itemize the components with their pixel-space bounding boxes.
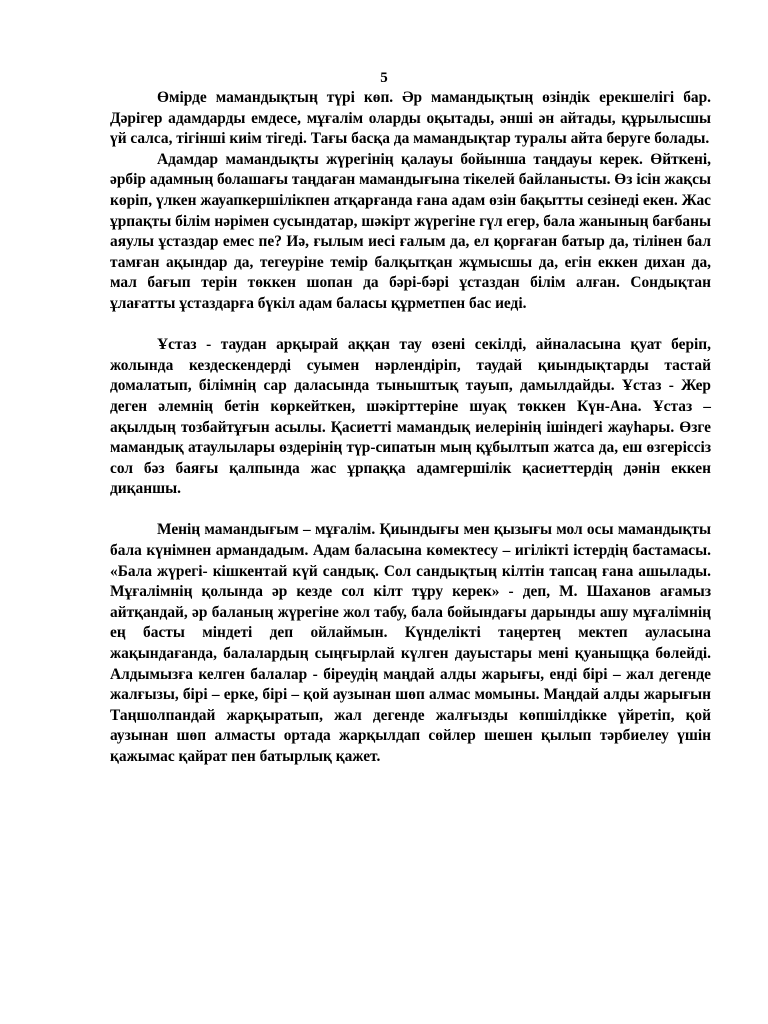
paragraph-teacher: Ұстаз - таудан арқырай аққан тау өзені секілді, айналасына қуат беріп, жолында кездескендерді суымен нәрлендіріп, таудай қиындықтарды тастай домалатып, білімнің сар даласында тыныштық тауып, дамылдайды. Ұстаз - Жер деген әлемнің бетін көркейткен, шәкірттеріне шуақ төккен Күн-Ана. Ұстаз – ақылдың тозбайтұғын асылы. Қасиетті мамандық иелерінің ішіндегі жауһары. Өзге мамандық атаулылары өздерінің түр-сипатын мың құбылтып жатса да, еш өзгеріссіз сол бәз баяғы қалпында жас ұрпаққа адамгершілік қасиеттердің дәнін еккен диқаншы.	[110, 336, 711, 498]
paragraph-professions: Өмірде мамандықтың түрі көп. Әр мамандықтың өзіндік ерекшелігі бар. Дәрігер адамдарды емдесе, мұғалім оларды оқытады, әнші ән айтады, құрылысшы үй салса, тігінші киім тігеді. Тағы басқа да мамандықтар туралы айта беруге болады.	[110, 89, 711, 148]
paragraph-gap	[110, 315, 711, 336]
paragraph-gap	[110, 500, 711, 521]
page-number: 5	[380, 70, 388, 86]
paragraph-choice: Адамдар мамандықты жүрегінің қалауы бойынша таңдауы керек. Өйткені, әрбір адамның болашағы таңдаған мамандығына тікелей байланысты. Өз ісін жақсы көріп, үлкен жауапкершілікпен атқарғанда ғана адам өзін бақытты сезінеді екен. Жас ұрпақты білім нәрімен сусындатар, шәкірт жүрегіне гүл егер, бала жанының бағбаны аяулы ұстаздар емес пе? Иә, ғылым иесі ғалым да, ел қорғаған батыр да, тілінен бал тамған ақындар да, тегеуріне темір балқытқан жұмысшы да, егін еккен дихан да, мал бағып терін төккен шопан да бәрі-бәрі ұстаздан білім алған. Сондықтан ұлағатты ұстаздарға бүкіл адам баласы құрметпен бас иеді.	[110, 150, 711, 312]
paragraph-my-profession: Менің мамандығым – мұғалім. Қиындығы мен қызығы мол осы мамандықты бала күнімнен армандадым. Адам баласына көмектесу – игілікті істердің бастамасы. «Бала жүрегі- кішкентай күй сандық. Сол сандықтың кілтін тапсаң ғана ашылады. Мұғалімнің қолында әр кезде сол кілт тұру керек» - деп, М. Шаханов ағамыз айтқандай, әр баланың жүрегіне жол табу, бала бойындағы дарынды ашу мұғалімнің ең басты міндеті деп ойлаймын. Күнделікті таңертең мектеп ауласына жақындағанда, балалардың сыңғырлай күлген дауыстары мені қуаныщқа бөлейді. Алдымызға келген балалар - біреудің маңдай алды жарығы, енді бірі – жал дегенде жалғызы, бірі – ерке, бірі – қой аузынан шөп алмас момыны. Маңдай алды жарығын Таңшолпандай жарқыратып, жал дегенде жалғызды көпшілдікке үйретіп, қой аузынан шөп алмасты ортада жарқылдап сөйлер шешен қылып тәрбиелеу үшін қажымас қайрат пен батырлық қажет.	[110, 521, 711, 765]
document-body	[110, 88, 711, 768]
